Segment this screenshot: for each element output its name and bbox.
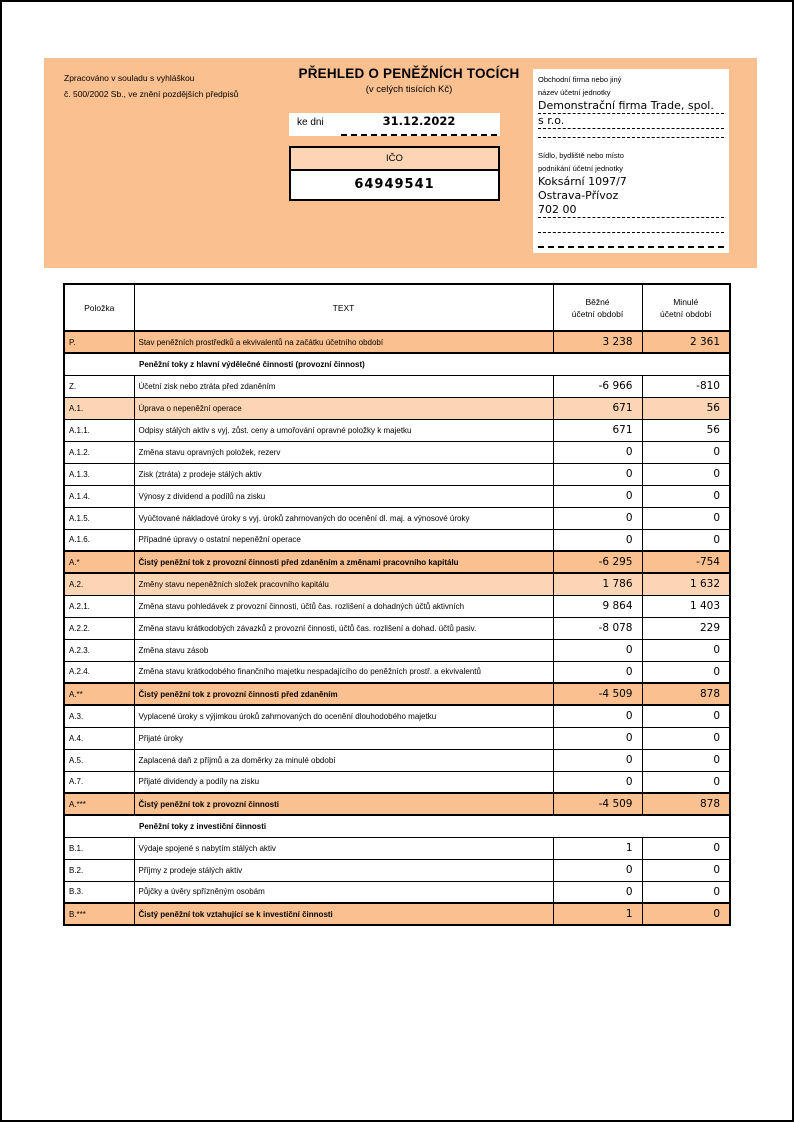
value-current: 1 786: [553, 573, 642, 595]
item-code: A.**: [64, 683, 134, 705]
value-previous: 1 403: [642, 595, 730, 617]
section-row: [64, 353, 730, 375]
table-row: [64, 507, 730, 529]
value-previous: 2 361: [642, 331, 730, 353]
value-previous: 0: [642, 727, 730, 749]
value-current: 0: [553, 771, 642, 793]
value-current: 0: [553, 485, 642, 507]
blank-dashed-line: [538, 129, 724, 138]
entity-address-line3: 702 00: [538, 203, 724, 218]
value-previous: 56: [642, 419, 730, 441]
item-code: A.1.5.: [64, 507, 134, 529]
row-text: Změna stavu krátkodobých závazků z provozní činnosti, účtů čas. rozlišení a dohad. účtů pasiv.: [134, 617, 553, 639]
value-current: 0: [553, 441, 642, 463]
item-code: A.1.6.: [64, 529, 134, 551]
section-title: Peněžní toky z investiční činnosti: [64, 815, 730, 837]
item-code: B.1.: [64, 837, 134, 859]
column-header-text: TEXT: [134, 284, 553, 331]
ico-label: IČO: [291, 148, 498, 171]
value-current: 0: [553, 859, 642, 881]
item-code: B.***: [64, 903, 134, 925]
value-current: 0: [553, 705, 642, 727]
table-row: [64, 683, 730, 705]
item-code: A.1.: [64, 397, 134, 419]
blank-dashed-line: [538, 218, 724, 233]
ico-value: 64949541: [354, 177, 435, 192]
item-code: A.3.: [64, 705, 134, 727]
table-row: [64, 375, 730, 397]
column-header-current-line1: Běžné: [585, 296, 610, 307]
row-text: Výdaje spojené s nabytím stálých aktiv: [134, 837, 553, 859]
item-code: A.2.2.: [64, 617, 134, 639]
value-previous: 878: [642, 683, 730, 705]
value-previous: 56: [642, 397, 730, 419]
table-row: [64, 617, 730, 639]
value-previous: 878: [642, 793, 730, 815]
value-current: 671: [553, 397, 642, 419]
table-row: [64, 837, 730, 859]
blank-dashed-line-bold: [538, 233, 724, 248]
value-current: 0: [553, 529, 642, 551]
row-text: Změna stavu opravných položek, rezerv: [134, 441, 553, 463]
as-of-date-strip: [289, 113, 500, 136]
row-text: Vyplacené úroky s výjimkou úroků zahrnovaných do ocenění dlouhodobého majetku: [134, 705, 553, 727]
item-code: A.1.4.: [64, 485, 134, 507]
table-header-row: [64, 284, 730, 331]
value-current: 0: [553, 749, 642, 771]
item-code: A.7.: [64, 771, 134, 793]
value-current: 0: [553, 507, 642, 529]
value-current: 9 864: [553, 595, 642, 617]
value-current: -4 509: [553, 683, 642, 705]
entity-address-label-line2: podnikání účetní jednotky: [538, 164, 624, 173]
table-row: [64, 881, 730, 903]
item-code: A.1.2.: [64, 441, 134, 463]
title-block: [244, 66, 574, 95]
value-previous: 0: [642, 705, 730, 727]
column-header-previous-line2: účetní období: [659, 308, 712, 319]
section-title: Peněžní toky z hlavní výdělečné činnosti (provozní činnost): [64, 353, 730, 375]
column-header-previous: [642, 284, 730, 331]
column-header-current-line2: účetní období: [571, 308, 624, 319]
table-row: [64, 639, 730, 661]
row-text: Čistý peněžní tok z provozní činnosti před zdaněním: [134, 683, 553, 705]
row-text: Zisk (ztráta) z prodeje stálých aktiv: [134, 463, 553, 485]
row-text: Čistý peněžní tok vztahující se k investiční činnosti: [134, 903, 553, 925]
item-code: A.2.1.: [64, 595, 134, 617]
item-code: A.2.3.: [64, 639, 134, 661]
value-previous: 0: [642, 507, 730, 529]
as-of-date-label: ke dni: [297, 117, 324, 128]
page-subtitle: (v celých tisících Kč): [365, 84, 453, 95]
value-current: -4 509: [553, 793, 642, 815]
table-row: [64, 529, 730, 551]
value-previous: 0: [642, 903, 730, 925]
regulation-note-line2: č. 500/2002 Sb., ve znění pozdějších předpisů: [64, 89, 239, 99]
page-title: PŘEHLED O PENĚŽNÍCH TOCÍCH: [298, 66, 520, 81]
value-current: 0: [553, 727, 642, 749]
item-code: A.2.: [64, 573, 134, 595]
row-text: Účetní zisk nebo ztráta před zdaněním: [134, 375, 553, 397]
column-header-current: [553, 284, 642, 331]
row-text: Případné úpravy o ostatní nepeněžní operace: [134, 529, 553, 551]
item-code: A.*: [64, 551, 134, 573]
value-current: -6 295: [553, 551, 642, 573]
value-current: 0: [553, 639, 642, 661]
value-previous: -754: [642, 551, 730, 573]
value-previous: 0: [642, 661, 730, 683]
row-text: Půjčky a úvěry spřízněným osobám: [134, 881, 553, 903]
table-row: [64, 793, 730, 815]
row-text: Odpisy stálých aktiv s vyj. zůst. ceny a umořování opravné položky k majetku: [134, 419, 553, 441]
value-previous: 0: [642, 485, 730, 507]
value-current: 671: [553, 419, 642, 441]
item-code: Z.: [64, 375, 134, 397]
item-code: A.***: [64, 793, 134, 815]
entity-info-box: [533, 69, 729, 253]
header-band: [44, 58, 757, 268]
table-row: [64, 771, 730, 793]
table-row: [64, 331, 730, 353]
value-current: 0: [553, 881, 642, 903]
value-previous: 0: [642, 859, 730, 881]
table-row: [64, 419, 730, 441]
table-row: [64, 749, 730, 771]
table-row: [64, 485, 730, 507]
column-header-previous-line1: Minulé: [673, 296, 699, 307]
as-of-date-value: 31.12.2022: [341, 114, 497, 136]
value-current: -6 966: [553, 375, 642, 397]
row-text: Změny stavu nepeněžních složek pracovního kapitálu: [134, 573, 553, 595]
row-text: Příjmy z prodeje stálých aktiv: [134, 859, 553, 881]
table-row: [64, 903, 730, 925]
value-previous: 229: [642, 617, 730, 639]
entity-name-line1: Demonstrační firma Trade, spol.: [538, 99, 724, 114]
value-current: 3 238: [553, 331, 642, 353]
table-row: [64, 859, 730, 881]
value-previous: 1 632: [642, 573, 730, 595]
table-row: [64, 595, 730, 617]
item-code: A.4.: [64, 727, 134, 749]
entity-name-label-line2: název účetní jednotky: [538, 88, 611, 97]
entity-address-label-line1: Sídlo, bydliště nebo místo: [538, 151, 624, 160]
row-text: Čistý peněžní tok z provozní činnosti: [134, 793, 553, 815]
row-text: Změna stavu krátkodobého finančního majetku nespadajícího do peněžních prostř. a ekvivalentů: [134, 661, 553, 683]
table-row: [64, 661, 730, 683]
row-text: Vyúčtované nákladové úroky s vyj. úroků zahrnovaných do ocenění dl. maj. a výnosové úroky: [134, 507, 553, 529]
value-previous: 0: [642, 639, 730, 661]
entity-name-line2: s r.o.: [538, 114, 724, 129]
spacer: [538, 138, 724, 149]
table-row: [64, 727, 730, 749]
row-text: Zaplacená daň z příjmů a za doměrky za minulé období: [134, 749, 553, 771]
value-previous: 0: [642, 441, 730, 463]
row-text: Čistý peněžní tok z provozní činnosti před zdaněním a změnami pracovního kapitálu: [134, 551, 553, 573]
value-previous: 0: [642, 529, 730, 551]
entity-name-label-line1: Obchodní firma nebo jiný: [538, 75, 622, 84]
table-row: [64, 397, 730, 419]
row-text: Přijaté dividendy a podíly na zisku: [134, 771, 553, 793]
regulation-note-line1: Zpracováno v souladu s vyhláškou: [64, 73, 195, 83]
value-current: 1: [553, 837, 642, 859]
value-current: 0: [553, 463, 642, 485]
cash-flow-table: [63, 283, 731, 926]
row-text: Výnosy z dividend a podílů na zisku: [134, 485, 553, 507]
value-previous: 0: [642, 771, 730, 793]
table-row: [64, 573, 730, 595]
row-text: Změna stavu pohledávek z provozní činnosti, účtů čas. rozlišení a dohadných účtů aktivních: [134, 595, 553, 617]
value-previous: 0: [642, 749, 730, 771]
entity-address-line1: Koksární 1097/7: [538, 175, 627, 188]
item-code: B.3.: [64, 881, 134, 903]
item-code: A.1.1.: [64, 419, 134, 441]
item-code: P.: [64, 331, 134, 353]
value-current: 0: [553, 661, 642, 683]
item-code: A.5.: [64, 749, 134, 771]
column-header-item: Položka: [64, 284, 134, 331]
item-code: B.2.: [64, 859, 134, 881]
row-text: Stav peněžních prostředků a ekvivalentů na začátku účetního období: [134, 331, 553, 353]
value-previous: 0: [642, 837, 730, 859]
item-code: A.1.3.: [64, 463, 134, 485]
value-current: 1: [553, 903, 642, 925]
row-text: Přijaté úroky: [134, 727, 553, 749]
table-row: [64, 441, 730, 463]
section-row: [64, 815, 730, 837]
entity-address-line2: Ostrava-Přívoz: [538, 189, 619, 202]
value-previous: 0: [642, 881, 730, 903]
item-code: A.2.4.: [64, 661, 134, 683]
cashflow-table-body: [64, 331, 730, 925]
value-current: -8 078: [553, 617, 642, 639]
value-previous: -810: [642, 375, 730, 397]
value-previous: 0: [642, 463, 730, 485]
table-row: [64, 463, 730, 485]
table-row: [64, 551, 730, 573]
row-text: Změna stavu zásob: [134, 639, 553, 661]
ico-box: [289, 146, 500, 201]
table-row: [64, 705, 730, 727]
row-text: Úprava o nepeněžní operace: [134, 397, 553, 419]
